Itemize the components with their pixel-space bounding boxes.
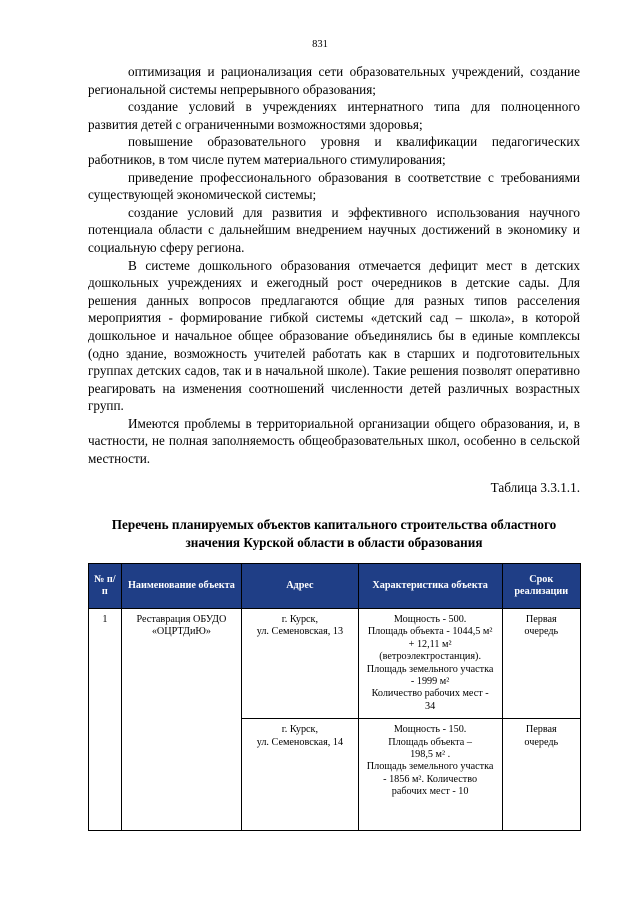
- characteristic-line: Площадь земельного участка: [366, 761, 494, 773]
- header-num: № п/п: [89, 564, 122, 609]
- paragraph: повышение образовательного уровня и квалификации педагогических работников, в том числе путем материального стимулирования;: [88, 134, 580, 167]
- characteristic-line: Площадь земельного участка: [366, 663, 494, 675]
- paragraph: приведение профессионального образования в соответствие с требованиями существующей экономической системы;: [88, 169, 580, 203]
- characteristic-line: 198,5 м² .: [410, 749, 451, 761]
- cell-term: [502, 609, 580, 719]
- characteristic-line: Площадь объекта –: [388, 736, 472, 748]
- table-row: [89, 609, 581, 719]
- characteristic-line: Мощность - 500.: [393, 614, 467, 625]
- address-line: ул. Семеновская, 14: [256, 736, 344, 748]
- paragraph: создание условий в учреждениях интернатного типа для полноценного развития детей с ограниченными возможностями здоровья;: [88, 99, 580, 132]
- cell-characteristics: [358, 719, 502, 831]
- header-name: Наименование объекта: [121, 564, 241, 609]
- address-line: г. Курск,: [281, 614, 319, 625]
- table-caption: Таблица 3.3.1.1.: [490, 480, 580, 495]
- paragraph: Имеются проблемы в территориальной организации общего образования, и, в частности, не полная заполняемость общеобразовательных школ, особенно в сельской местности.: [88, 415, 580, 467]
- cell-term: [502, 719, 580, 831]
- characteristic-line: 34: [425, 700, 436, 712]
- term-line: Первая: [525, 724, 557, 736]
- characteristic-line: - 1856 м². Количество: [383, 773, 478, 785]
- cell-characteristics: [358, 609, 502, 719]
- characteristic-line: (ветроэлектростанция).: [379, 651, 481, 663]
- header-term: Срок реализации: [502, 564, 580, 609]
- header-characteristics: Характеристика объекта: [358, 564, 502, 609]
- cell-name: Реставрация ОБУДО «ОЦРТДиЮ»: [121, 609, 241, 831]
- objects-table: [88, 563, 581, 831]
- address-line: ул. Семеновская, 13: [256, 626, 344, 638]
- page-number: 831: [312, 39, 328, 50]
- term-line: Первая: [525, 614, 557, 625]
- paragraph: В системе дошкольного образования отмечается дефицит мест в детских дошкольных учреждениях и ежегодный рост очередников в детские сады. Для решения данных вопросов предлагаются общие для разных типов расселения мероприятия - формирование гибкой системы «детский сад – школа», в которой дошкольное и начальное общее образование объединялись бы в единые комплексы (одно здание, возможность учителей работать как в старших и подготовительных группах детских садов, так и в начальной школе). Такие решения позволят оперативно реагировать на изменения соотношений численности детей различных возрастных групп.: [88, 257, 580, 414]
- characteristic-line: рабочих мест - 10: [391, 786, 469, 798]
- cell-num: 1: [89, 609, 122, 831]
- term-line: очередь: [524, 626, 559, 638]
- table-header-row: [89, 564, 581, 609]
- address-line: г. Курск,: [281, 724, 319, 736]
- characteristic-line: Мощность - 150.: [393, 724, 467, 736]
- characteristic-line: + 12,11 м²: [408, 638, 452, 650]
- paragraph: создание условий для развития и эффективного использования научного потенциала области с дальнейшим внедрением научных достижений в экономику и социальную сферу региона.: [88, 204, 580, 255]
- header-address: Адрес: [242, 564, 359, 609]
- characteristic-line: Площадь объекта - 1044,5 м²: [367, 626, 493, 638]
- paragraph: оптимизация и рационализация сети образовательных учреждений, создание региональной системы непрерывного образования;: [88, 64, 580, 97]
- body-text: [88, 63, 580, 468]
- characteristic-line: - 1999 м²: [410, 676, 450, 688]
- characteristic-line: Количество рабочих мест -: [371, 688, 489, 700]
- cell-address: [242, 719, 359, 831]
- cell-address: [242, 609, 359, 719]
- term-line: очередь: [524, 736, 559, 748]
- table-title: Перечень планируемых объектов капитального строительства областного значения Курской области в области образования: [111, 517, 557, 550]
